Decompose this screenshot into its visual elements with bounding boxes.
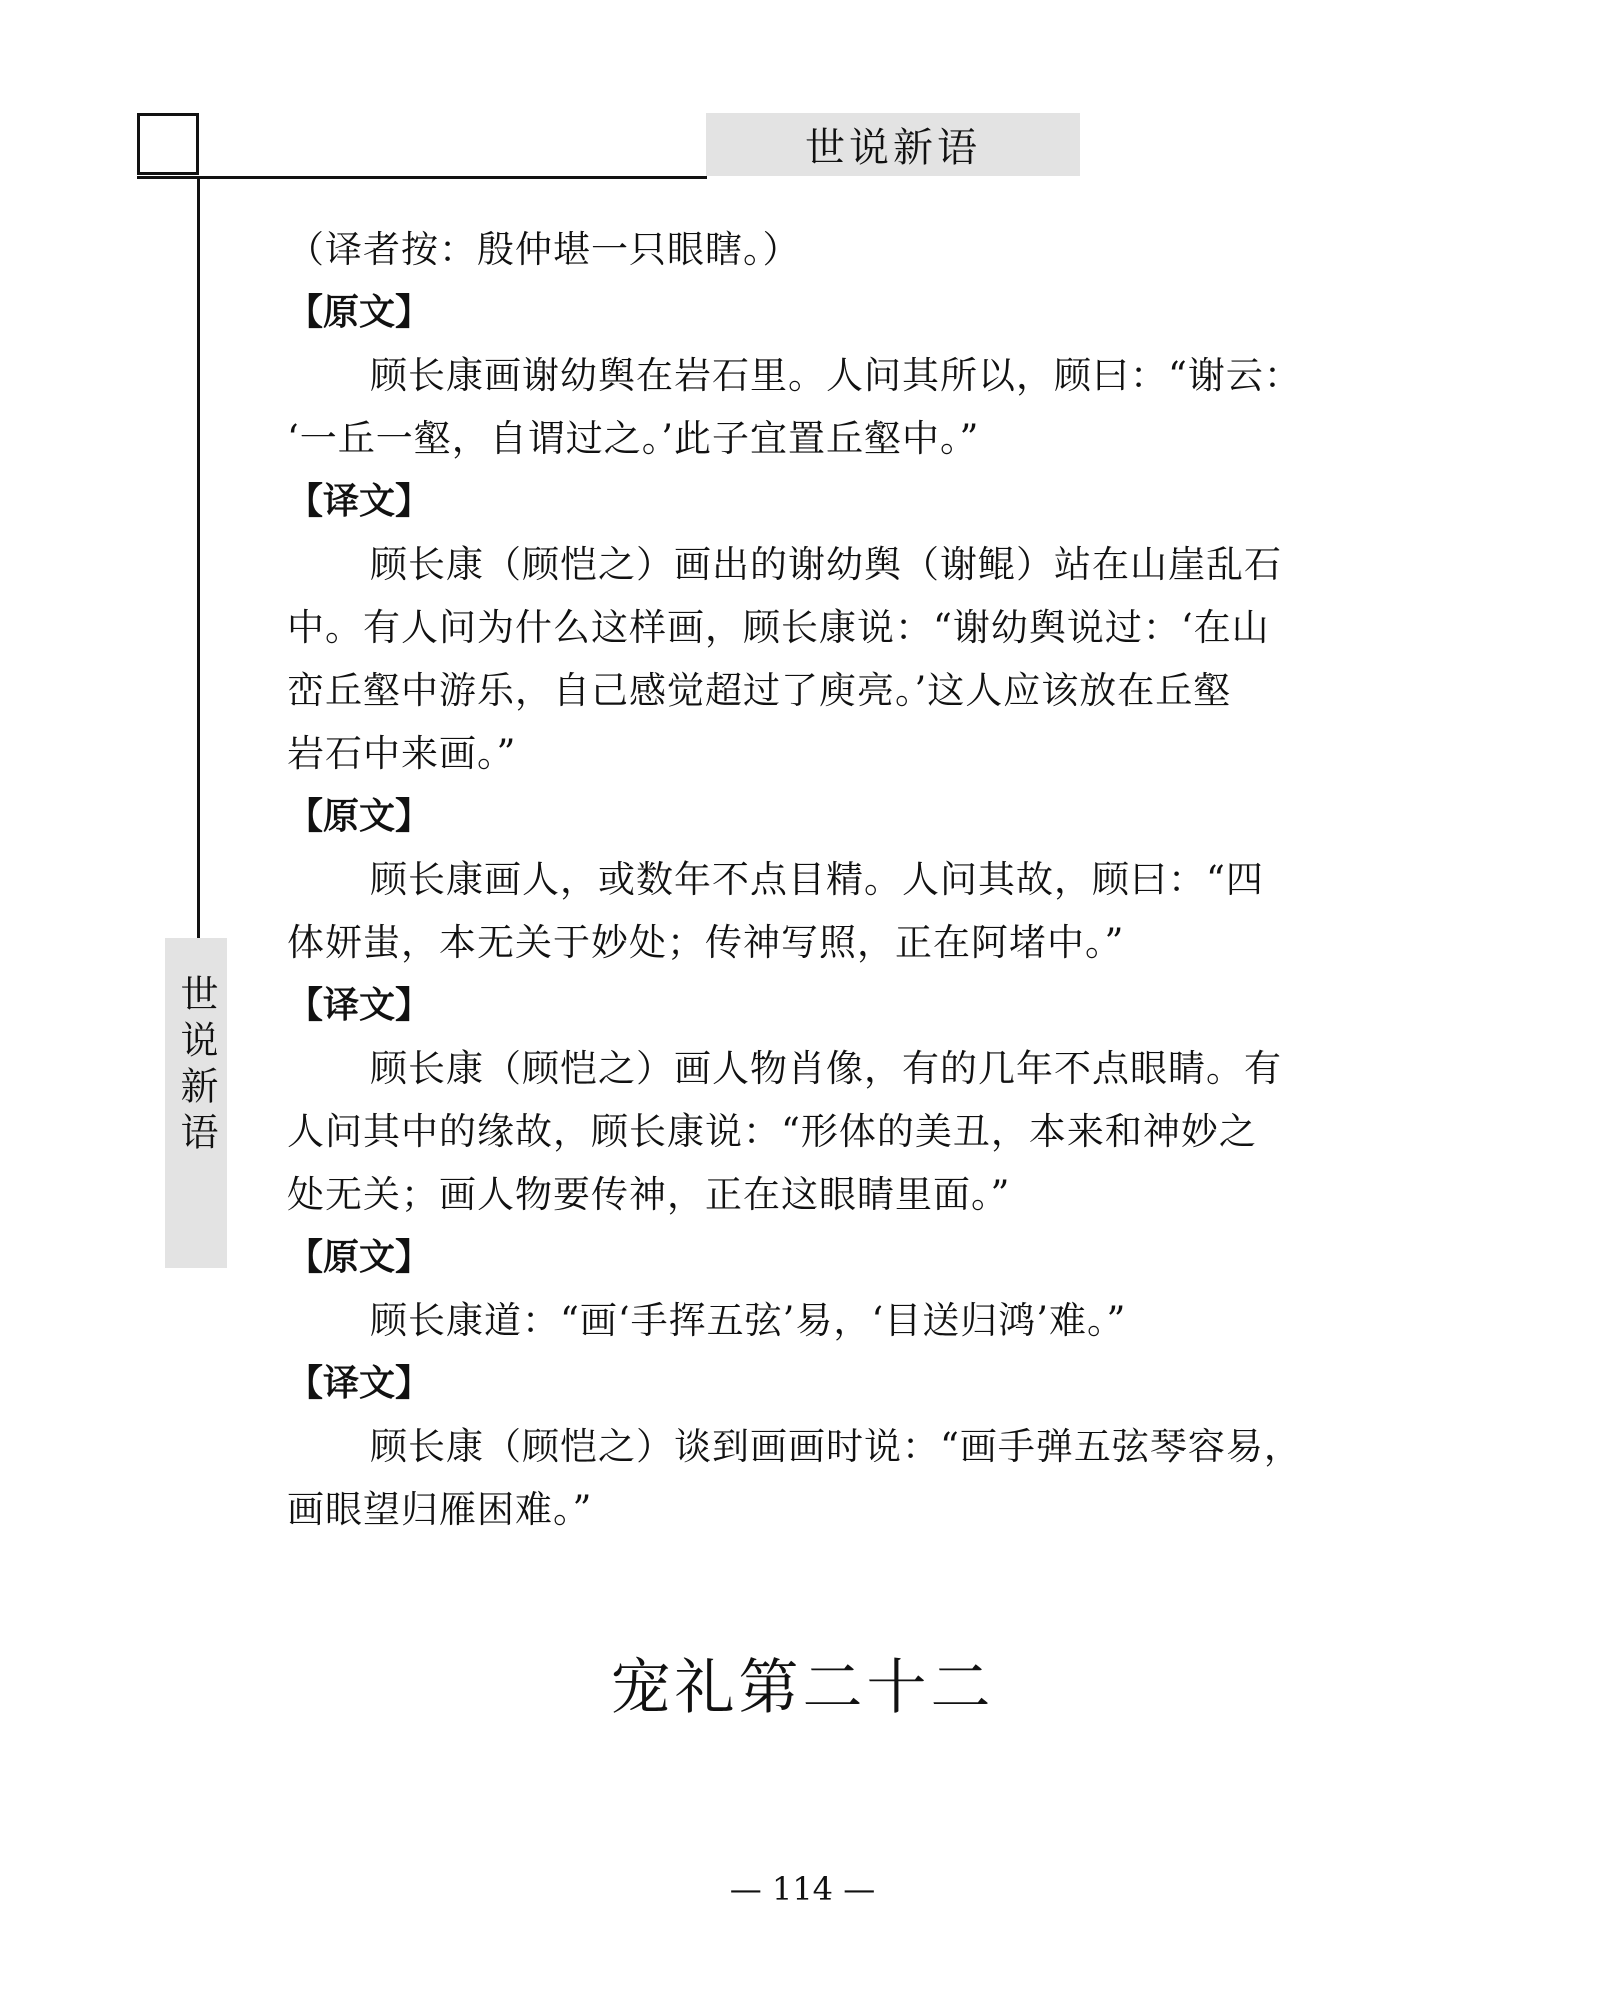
paragraph-line: 中。有人问为什么这样画，顾长康说：“谢幼舆说过：‘在山 <box>287 606 1270 649</box>
header-book-title-text: 世说新语 <box>805 125 981 171</box>
paragraph-line: ‘一丘一壑，自谓过之。’此子宜置丘壑中。” <box>287 417 980 460</box>
side-vertical-rule <box>197 176 200 938</box>
paragraph-line: 峦丘壑中游乐，自己感觉超过了庾亮。’这人应该放在丘壑 <box>287 669 1232 712</box>
section-label: 【原文】 <box>287 796 432 837</box>
section-label: 【译文】 <box>287 985 432 1026</box>
translator-note: （译者按：殷仲堪一只眼瞎。） <box>287 228 801 271</box>
section-label: 【原文】 <box>287 292 432 333</box>
paragraph-line: 画眼望归雁困难。” <box>287 1488 593 1531</box>
paragraph-line: 顾长康画谢幼舆在岩石里。人问其所以，顾曰：“谢云： <box>370 354 1302 397</box>
side-book-title-text: 世说新语 <box>174 974 218 1158</box>
chapter-title: 宠礼第二十二 <box>610 1653 995 1723</box>
header-rule <box>137 176 707 179</box>
paragraph-line: 顾长康（顾恺之）谈到画画时说：“画手弹五弦琴容易， <box>370 1425 1302 1468</box>
paragraph-line: 岩石中来画。” <box>287 732 517 775</box>
paragraph-line: 顾长康（顾恺之）画人物肖像，有的几年不点眼睛。有 <box>370 1047 1282 1090</box>
page-number: — 114 — <box>729 1870 876 1908</box>
section-label: 【译文】 <box>287 1363 432 1404</box>
paragraph-line: 顾长康（顾恺之）画出的谢幼舆（谢鲲）站在山崖乱石 <box>370 543 1282 586</box>
header-corner-box <box>137 113 199 175</box>
section-label: 【译文】 <box>287 481 432 522</box>
paragraph-line: 处无关；画人物要传神，正在这眼睛里面。” <box>287 1173 1011 1216</box>
paragraph-line: 体妍蚩，本无关于妙处；传神写照，正在阿堵中。” <box>287 921 1125 964</box>
paragraph-line: 人问其中的缘故，顾长康说：“形体的美丑，本来和神妙之 <box>287 1110 1257 1153</box>
section-label: 【原文】 <box>287 1237 432 1278</box>
side-book-title <box>165 938 227 1268</box>
main-text <box>287 218 1382 1541</box>
paragraph-line: 顾长康道：“画‘手挥五弦’易，‘目送归鸿’难。” <box>370 1299 1127 1342</box>
header-book-title <box>706 113 1080 176</box>
paragraph-line: 顾长康画人，或数年不点目精。人问其故，顾曰：“四 <box>370 858 1264 901</box>
